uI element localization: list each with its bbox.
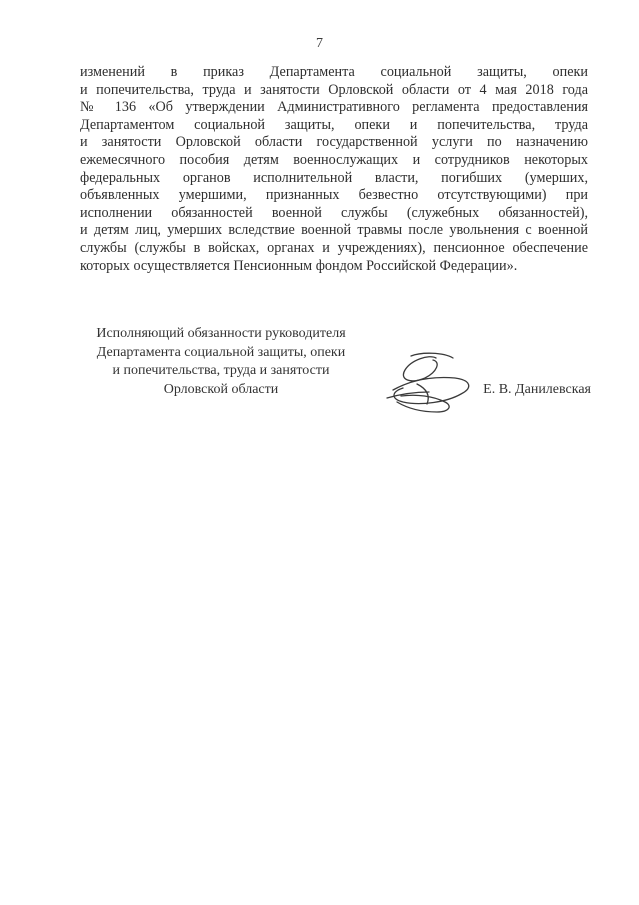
body-line: ежемесячного пособия детям военнослужащих и сотрудников некоторых (80, 151, 588, 168)
signature-block (76, 325, 591, 415)
body-line: и попечительства, труда и занятости Орловской области от 4 мая 2018 года (80, 81, 588, 98)
body-line: которых осуществляется Пенсионным фондом Российской Федерации». (80, 257, 518, 274)
signer-position-line: Департамента социальной защиты, опеки (96, 344, 346, 360)
body-line: и занятости Орловской области государственной услуги по назначению (80, 134, 588, 151)
body-line: № 136 «Об утверждении Административного регламента предоставления (80, 99, 588, 116)
body-line: изменений в приказ Департамента социальной защиты, опеки (80, 64, 588, 80)
signer-position-line: и попечительства, труда и занятости (112, 363, 330, 378)
signer-name: Е. В. Данилевская (483, 382, 591, 397)
body-line: и детям лиц, умерших вследствие военной травмы после увольнения с военной (80, 222, 588, 239)
page-number: 7 (316, 36, 323, 51)
body-line: объявленных умершими, признанных безвестно отсутствующими) при (80, 187, 588, 204)
body-paragraph (80, 64, 588, 275)
body-line: федеральных органов исполнительной власти, погибших (умерших, (80, 169, 588, 186)
signer-position-line: Орловской области (163, 381, 279, 397)
body-line: службы (службы в войсках, органах и учреждениях), пенсионное обеспечение (80, 239, 588, 256)
body-line: исполнении обязанностей военной службы (служебных обязанностей), (80, 204, 588, 221)
signer-position-line: Исполняющий обязанности руководителя (96, 326, 346, 341)
body-line: Департаментом социальной защиты, опеки и попечительства, труда (80, 116, 588, 133)
signer-position-title (76, 325, 366, 399)
handwritten-signature (381, 350, 481, 420)
